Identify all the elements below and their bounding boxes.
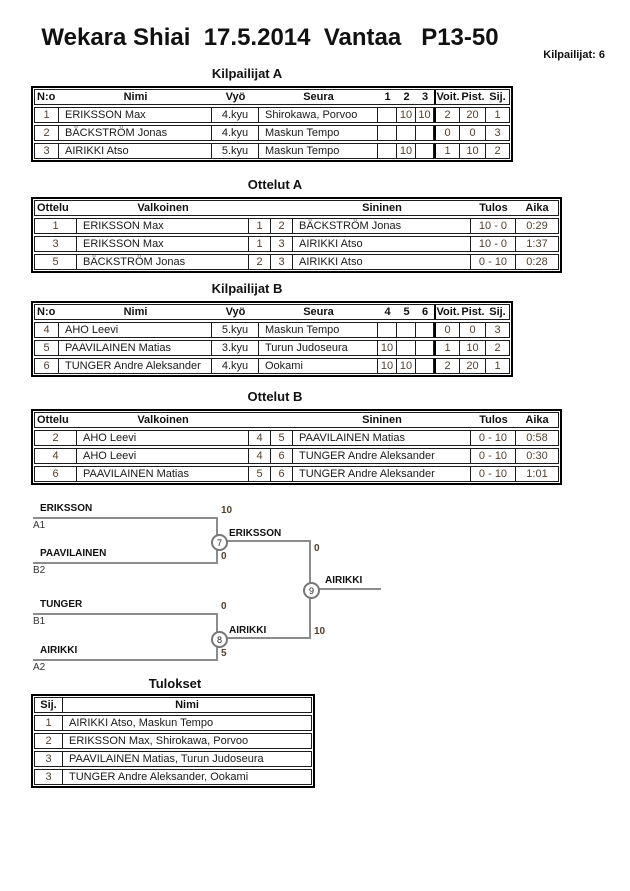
header-row: [34, 697, 312, 713]
cell-club: Turun Judoseura: [259, 341, 378, 355]
cell-name: ERIKSSON Max, Shirokawa, Porvoo: [69, 735, 249, 747]
table-row: [34, 143, 510, 159]
cell-match5: [397, 341, 416, 355]
cell-name: AHO Leevi: [59, 323, 212, 337]
table-row: [34, 254, 559, 270]
cell-match2: 10: [397, 108, 416, 122]
col-header-wins: Voit.: [434, 90, 460, 104]
bracket-slot-seed: B1: [33, 616, 46, 627]
bracket-slot-name: PAAVILAINEN: [40, 548, 107, 559]
cell-blue-name: TUNGER Andre Aleksander: [293, 449, 471, 463]
cell-points: 10: [460, 144, 486, 158]
col-header-place: Sij.: [489, 91, 506, 103]
cell-belt: 4.kyu: [212, 359, 259, 373]
cell-match4: 10: [378, 341, 397, 355]
header-row: [34, 89, 510, 105]
col-header-result: Tulos: [479, 202, 508, 214]
cell-club: Maskun Tempo: [259, 144, 378, 158]
col-header-points: Pist.: [461, 306, 485, 318]
cell-no: 6: [35, 359, 59, 373]
table-row: [34, 733, 312, 749]
cell-match1: [378, 108, 397, 122]
cell-wins: 0: [434, 323, 460, 337]
table-row: [34, 358, 510, 374]
col-header-blue-no: [271, 201, 293, 215]
col-header-match6: 6: [421, 306, 429, 318]
col-header-club: Seura: [303, 306, 334, 318]
match-number-circle: 8: [211, 631, 228, 648]
cell-blue-name: TUNGER Andre Aleksander: [293, 467, 471, 481]
cell-blue-name: PAAVILAINEN Matias: [293, 431, 471, 445]
cell-match4: [378, 323, 397, 337]
cell-name: PAAVILAINEN Matias: [59, 341, 212, 355]
bracket-line: [33, 659, 218, 661]
cell-result: 0 - 10: [471, 467, 516, 481]
cell-wins: 2: [434, 108, 460, 122]
cell-match-no: 3: [35, 237, 77, 251]
bracket-winner-name: AIRIKKI: [325, 575, 363, 586]
table-row: [34, 322, 510, 338]
cell-wins: 1: [434, 144, 460, 158]
header-row: [34, 412, 559, 428]
cell-white-name: BÄCKSTRÖM Jonas: [77, 255, 249, 269]
col-header-match5: 5: [403, 306, 410, 318]
match-number-circle: 9: [303, 582, 320, 599]
cell-points: 0: [460, 126, 486, 140]
col-header-match3: 3: [421, 91, 429, 103]
cell-white-no: 2: [249, 255, 271, 269]
page-title: Wekara Shiai 17.5.2014 Vantaa P13-50: [41, 24, 499, 51]
cell-club: Maskun Tempo: [259, 126, 378, 140]
pool-a-table: [31, 86, 513, 162]
cell-match1: [378, 126, 397, 140]
col-header-place: Sij.: [489, 306, 506, 318]
cell-name: ERIKSSON Max: [59, 108, 212, 122]
results-table: [31, 694, 315, 788]
col-header-name: Nimi: [175, 699, 199, 711]
col-header-result: Tulos: [479, 414, 508, 426]
cell-name: AIRIKKI Atso: [59, 144, 212, 158]
cell-white-name: AHO Leevi: [77, 449, 249, 463]
cell-belt: 5.kyu: [212, 323, 259, 337]
cell-time: 0:28: [526, 256, 548, 268]
match-number-circle: 7: [211, 534, 228, 551]
col-header-match2: 2: [403, 91, 410, 103]
cell-match-no: 4: [35, 449, 77, 463]
cell-points: 20: [460, 359, 486, 373]
bracket-line: [33, 517, 218, 519]
col-header-club: Seura: [303, 91, 334, 103]
cell-points: 20: [460, 108, 486, 122]
cell-belt: 3.kyu: [212, 341, 259, 355]
cell-wins: 1: [434, 341, 460, 355]
col-header-no: N:o: [37, 91, 56, 103]
col-header-wins: Voit.: [434, 305, 460, 319]
cell-time: 1:01: [526, 468, 548, 480]
bracket-slot-seed: A1: [33, 520, 46, 531]
cell-no: 2: [35, 126, 59, 140]
bracket-score: 0: [314, 543, 320, 554]
cell-name: AIRIKKI Atso, Maskun Tempo: [69, 717, 214, 729]
col-header-match4: 4: [384, 306, 391, 318]
col-header-match: Ottelu: [37, 414, 69, 426]
cell-result: 0 - 10: [471, 255, 516, 269]
cell-wins: 0: [434, 126, 460, 140]
cell-match3: [416, 144, 434, 158]
table-row: [34, 107, 510, 123]
cell-place: 2: [35, 734, 63, 748]
col-header-blue-no: [271, 413, 293, 427]
cell-place: 2: [494, 342, 501, 354]
cell-club: Shirokawa, Porvoo: [259, 108, 378, 122]
table-row: [34, 466, 559, 482]
col-header-no: N:o: [37, 306, 56, 318]
cell-blue-name: BÄCKSTRÖM Jonas: [293, 219, 471, 233]
col-header-belt: Vyö: [225, 91, 246, 103]
col-header-belt: Vyö: [225, 306, 246, 318]
cell-white-no: 4: [249, 431, 271, 445]
cell-blue-no: 5: [271, 431, 293, 445]
pool-b-table: [31, 301, 513, 377]
cell-place: 3: [35, 752, 63, 766]
bracket-slot-seed: A2: [33, 662, 46, 673]
cell-no: 4: [35, 323, 59, 337]
matches-b-table: [31, 409, 562, 485]
cell-belt: 5.kyu: [212, 144, 259, 158]
bracket-winner-name: AIRIKKI: [229, 625, 267, 636]
cell-white-name: PAAVILAINEN Matias: [77, 467, 249, 481]
col-header-white-no: [249, 413, 271, 427]
cell-time: 1:37: [526, 238, 548, 250]
col-header-white-no: [249, 201, 271, 215]
cell-blue-name: AIRIKKI Atso: [293, 237, 471, 251]
cell-blue-name: AIRIKKI Atso: [293, 255, 471, 269]
bracket-score: 10: [221, 505, 233, 516]
cell-result: 10 - 0: [471, 219, 516, 233]
table-row: [34, 340, 510, 356]
cell-name: PAAVILAINEN Matias, Turun Judoseura: [69, 753, 264, 765]
col-header-name: Nimi: [123, 306, 148, 318]
cell-match3: [416, 126, 434, 140]
cell-blue-no: 6: [271, 449, 293, 463]
bracket-slot-name: ERIKSSON: [40, 503, 93, 514]
cell-club: Ookami: [259, 359, 378, 373]
col-header-name: Nimi: [123, 91, 148, 103]
matches-b-title: Ottelut B: [247, 389, 303, 404]
cell-blue-no: 6: [271, 467, 293, 481]
cell-blue-no: 3: [271, 255, 293, 269]
cell-place: 1: [494, 109, 501, 121]
cell-time: 0:29: [526, 220, 548, 232]
bracket-slot-name: TUNGER: [40, 599, 83, 610]
cell-points: 0: [460, 323, 486, 337]
col-header-blue: Sininen: [362, 202, 402, 214]
col-header-points: Pist.: [461, 91, 485, 103]
cell-match-no: 6: [35, 467, 77, 481]
cell-belt: 4.kyu: [212, 126, 259, 140]
cell-points: 10: [460, 341, 486, 355]
bracket-line: [224, 637, 311, 639]
cell-place: 3: [494, 324, 501, 336]
bracket-score: 0: [221, 551, 227, 562]
cell-white-no: 4: [249, 449, 271, 463]
cell-match-no: 1: [35, 219, 77, 233]
bracket-slot-seed: B2: [33, 565, 46, 576]
cell-match2: [397, 126, 416, 140]
bracket-score: 10: [314, 626, 326, 637]
cell-place: 2: [494, 145, 501, 157]
bracket-slot-name: AIRIKKI: [40, 645, 78, 656]
bracket-score: 5: [221, 648, 227, 659]
col-header-time: Aika: [525, 414, 549, 426]
matches-a-title: Ottelut A: [247, 177, 303, 192]
cell-name: TUNGER Andre Aleksander: [59, 359, 212, 373]
cell-club: Maskun Tempo: [259, 323, 378, 337]
pool-b-title: Kilpailijat B: [211, 281, 283, 296]
cell-no: 5: [35, 341, 59, 355]
cell-time: 0:30: [526, 450, 548, 462]
cell-result: 0 - 10: [471, 431, 516, 445]
col-header-match1: 1: [384, 91, 391, 103]
cell-no: 1: [35, 108, 59, 122]
table-row: [34, 769, 312, 785]
cell-white-name: ERIKSSON Max: [77, 219, 249, 233]
cell-name: BÄCKSTRÖM Jonas: [59, 126, 212, 140]
col-header-white: Valkoinen: [137, 414, 189, 426]
cell-match5: [397, 323, 416, 337]
col-header-blue: Sininen: [362, 414, 402, 426]
cell-result: 10 - 0: [471, 237, 516, 251]
table-row: [34, 430, 559, 446]
bracket-winner-name: ERIKSSON: [229, 528, 282, 539]
col-header-place: Sij.: [35, 698, 63, 712]
matches-a-table: [31, 197, 562, 273]
cell-match6: [416, 359, 434, 373]
cell-white-name: ERIKSSON Max: [77, 237, 249, 251]
cell-place: 1: [494, 360, 501, 372]
cell-no: 3: [35, 144, 59, 158]
table-row: [34, 715, 312, 731]
cell-match-no: 2: [35, 431, 77, 445]
cell-match4: 10: [378, 359, 397, 373]
bracket-line: [224, 540, 311, 542]
cell-wins: 2: [434, 359, 460, 373]
table-row: [34, 236, 559, 252]
cell-match2: 10: [397, 144, 416, 158]
bracket-line: [317, 588, 381, 590]
cell-match1: [378, 144, 397, 158]
cell-white-no: 1: [249, 219, 271, 233]
cell-time: 0:58: [526, 432, 548, 444]
cell-belt: 4.kyu: [212, 108, 259, 122]
cell-white-name: AHO Leevi: [77, 431, 249, 445]
cell-blue-no: 3: [271, 237, 293, 251]
cell-white-no: 1: [249, 237, 271, 251]
cell-place: 3: [494, 127, 501, 139]
bracket-line: [33, 562, 218, 564]
cell-place: 1: [35, 716, 63, 730]
cell-result: 0 - 10: [471, 449, 516, 463]
col-header-time: Aika: [525, 202, 549, 214]
cell-match6: [416, 323, 434, 337]
table-row: [34, 218, 559, 234]
results-title: Tulokset: [148, 676, 202, 691]
competitor-count: Kilpailijat: 6: [543, 49, 605, 61]
table-row: [34, 125, 510, 141]
cell-name: TUNGER Andre Aleksander, Ookami: [69, 771, 249, 783]
header-row: [34, 304, 510, 320]
table-row: [34, 448, 559, 464]
table-row: [34, 751, 312, 767]
cell-match3: 10: [416, 108, 434, 122]
cell-white-no: 5: [249, 467, 271, 481]
cell-place: 3: [35, 770, 63, 784]
header-row: [34, 200, 559, 216]
bracket-line: [33, 613, 218, 615]
cell-match-no: 5: [35, 255, 77, 269]
cell-match5: 10: [397, 359, 416, 373]
pool-a-title: Kilpailijat A: [211, 66, 283, 81]
cell-match6: [416, 341, 434, 355]
col-header-white: Valkoinen: [137, 202, 189, 214]
col-header-match: Ottelu: [37, 202, 69, 214]
cell-blue-no: 2: [271, 219, 293, 233]
bracket-score: 0: [221, 601, 227, 612]
